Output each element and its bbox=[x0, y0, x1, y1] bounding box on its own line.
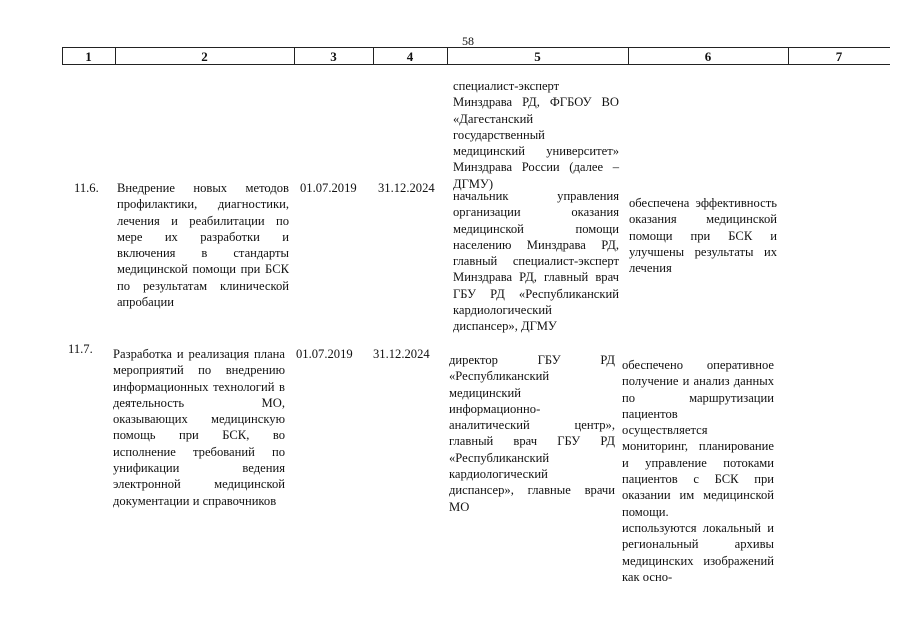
header-col-6: 6 bbox=[704, 49, 712, 64]
responsible: начальник управления организации оказания медицинской помощи населению Минздрава РД, главный специалист-эксперт Минздрава РД, главный врач ГБУ РД «Республиканский кардиологический диспансер», ДГМУ bbox=[453, 189, 619, 334]
page-number: 58 bbox=[462, 34, 474, 48]
measure-name: Разработка и реализация плана мероприятий по внедрению информационных технологий в деятельность МО, оказывающих медицинскую помощь при БСК, во исполнение требований по унификации ведения электронной медицинской документации и справочников bbox=[113, 347, 285, 508]
row-number: 11.7. bbox=[68, 342, 93, 356]
header-col-3: 3 bbox=[330, 49, 337, 64]
row-number: 11.6. bbox=[74, 181, 99, 195]
continued-responsible: специалист-эксперт Минздрава РД, ФГБОУ ВО «Дагестанский государственный медицинский университет» Минздрава России (далее – ДГМУ) bbox=[453, 79, 619, 191]
result-paragraph: осуществляется мониторинг, планирование и управление потоками пациентов с БСК при оказании им медицинской помощи. bbox=[622, 423, 774, 519]
result-paragraph: обеспечено оперативное получение и анализ данных по маршрутизации пациентов bbox=[622, 358, 774, 421]
expected-result: обеспечена эффективность оказания медицинской помощи при БСК и улучшены результаты их лечения bbox=[629, 196, 777, 276]
header-top-rule bbox=[62, 47, 890, 48]
measure-name: Внедрение новых методов профилактики, диагностики, лечения и реабилитации по мере их разработки и включения в стандарты медицинской помощи при БСК по результатам клинической апробации bbox=[117, 181, 289, 310]
end-date: 31.12.2024 bbox=[378, 181, 435, 195]
header-col-7: 7 bbox=[835, 49, 843, 64]
header-col-5: 5 bbox=[534, 49, 541, 64]
table-header bbox=[62, 47, 890, 69]
result-paragraph: используются локальный и региональный архивы медицинских изображений как осно- bbox=[622, 520, 774, 584]
responsible: директор ГБУ РД «Республиканский медицинский информационно-аналитический центр», главный врач ГБУ РД «Республиканский кардиологический диспансер», главные врачи МО bbox=[449, 353, 615, 514]
start-date: 01.07.2019 bbox=[296, 347, 353, 361]
header-col-4: 4 bbox=[406, 49, 414, 64]
header-col-1: 1 bbox=[85, 49, 92, 64]
end-date: 31.12.2024 bbox=[373, 347, 430, 361]
start-date: 01.07.2019 bbox=[300, 181, 357, 195]
expected-result bbox=[622, 357, 774, 585]
header-col-2: 2 bbox=[201, 49, 208, 64]
